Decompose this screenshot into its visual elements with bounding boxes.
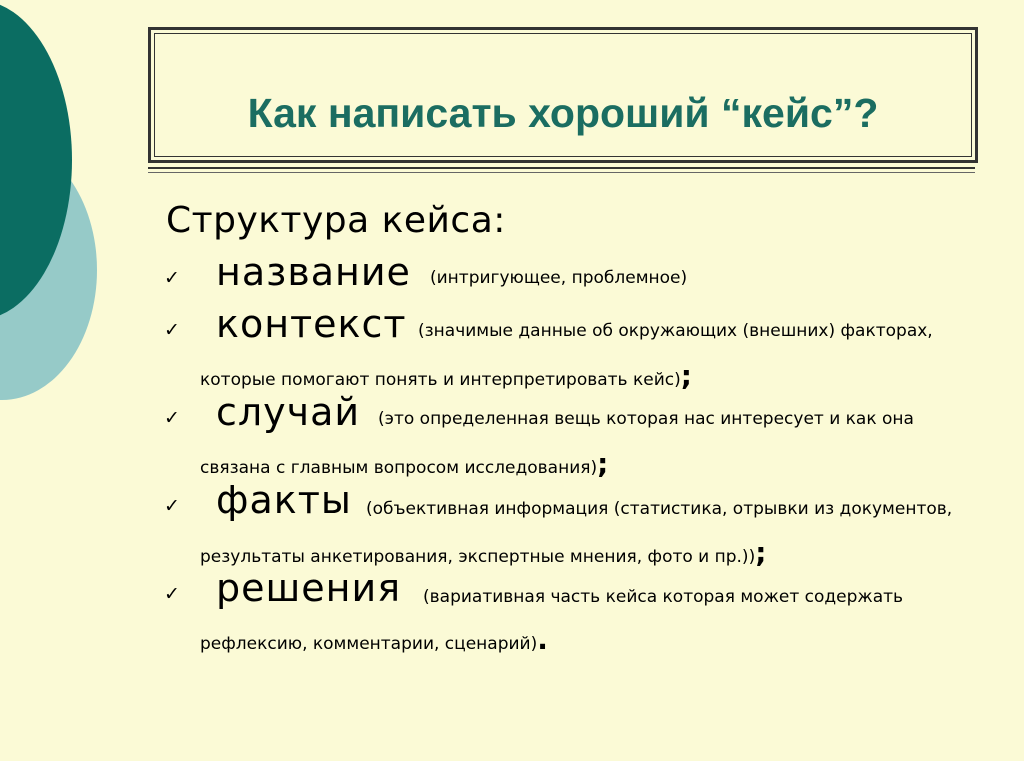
item-description-cont — [200, 536, 766, 569]
item-punctuation: ; — [597, 447, 609, 480]
checkmark-icon: ✓ — [164, 407, 180, 429]
slide-subtitle: Структура кейса: — [166, 200, 506, 241]
item-term: случай — [216, 390, 361, 434]
item-description-line2: которые помогают понять и интерпретировать кейс) — [200, 370, 681, 390]
item-description: (значимые данные об окружающих (внешних) факторах, — [418, 321, 933, 341]
item-punctuation: ; — [680, 359, 692, 392]
slide-title: Как написать хороший “кейс”? — [247, 89, 879, 136]
item-description: (это определенная вещь которая нас интересует и как она — [378, 409, 914, 429]
item-description-cont — [200, 359, 692, 392]
item-description: (вариативная часть кейса которая может содержать — [423, 587, 904, 607]
item-term: решения — [216, 566, 402, 610]
item-description-line2: рефлексию, комментарии, сценарий) — [200, 634, 538, 654]
item-punctuation: . — [537, 623, 548, 656]
item-description-cont — [200, 447, 608, 480]
item-term: контекст — [216, 302, 407, 346]
item-description: (объективная информация (статистика, отрывки из документов, — [366, 499, 953, 519]
item-description-cont — [200, 623, 548, 656]
checkmark-icon: ✓ — [164, 319, 180, 341]
item-term: факты — [216, 478, 352, 522]
checkmark-icon: ✓ — [164, 267, 180, 289]
item-punctuation: ; — [755, 536, 767, 569]
item-term: название — [216, 250, 411, 294]
item-description-line2: связана с главным вопросом исследования) — [200, 458, 598, 478]
checkmark-icon: ✓ — [164, 495, 180, 517]
item-description-line2: результаты анкетирования, экспертные мнения, фото и пр.)) — [200, 547, 756, 567]
checkmark-icon: ✓ — [164, 583, 180, 605]
item-description: (интригующее, проблемное) — [430, 268, 688, 288]
